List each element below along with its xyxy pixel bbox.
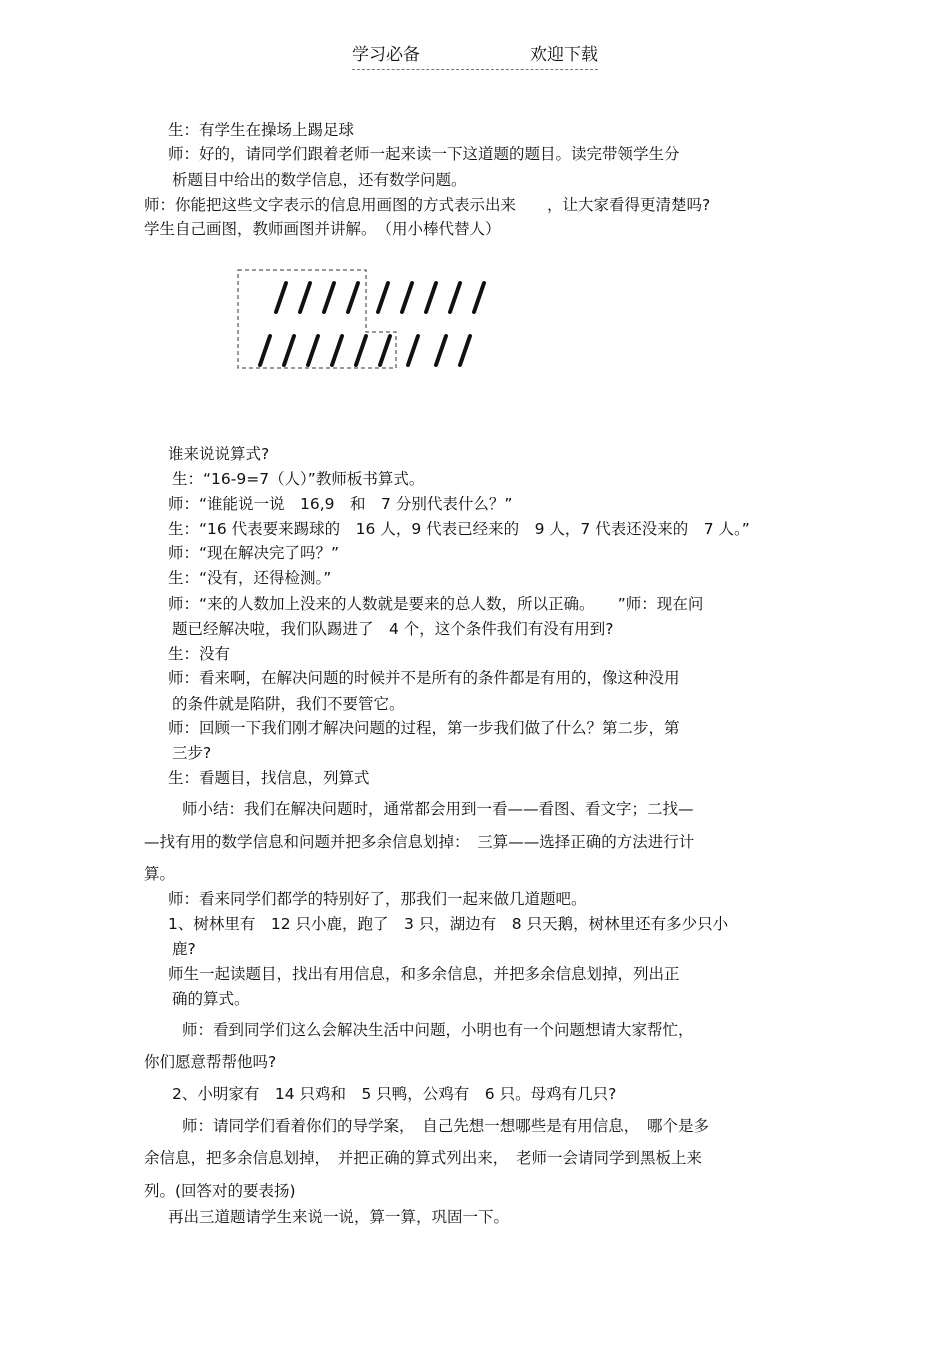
text-line: 师：“现在解决完了吗？” — [168, 544, 340, 562]
text-line: 师：好的，请同学们跟着老师一起来读一下这道题的题目。读完带领学生分 — [168, 145, 680, 163]
stick-figure-diagram — [236, 268, 496, 378]
text-line: 谁来说说算式? — [168, 445, 270, 463]
text-line: 1、树林里有 12 只小鹿，跑了 3 只，湖边有 8 只天鹅，树林里还有多少只小 — [168, 915, 729, 933]
text-line: 师小结：我们在解决问题时，通常都会用到一看——看图、看文字；二找— — [182, 800, 694, 818]
text-line: 生：没有 — [168, 645, 231, 663]
header-right: 欢迎下载 — [530, 45, 598, 65]
text-line: 师：“来的人数加上没来的人数就是要来的总人数，所以正确。 ”师：现在问 — [168, 595, 704, 613]
text-line: 师：看到同学们这么会解决生活中问题，小明也有一个问题想请大家帮忙， — [182, 1021, 694, 1039]
text-line: 确的算式。 — [172, 990, 250, 1008]
text-line: 生：看题目，找信息，列算式 — [168, 769, 370, 787]
text-line: —找有用的数学信息和问题并把多余信息划掉： 三算——选择正确的方法进行计 — [144, 833, 695, 851]
text-line: 生：“16 代表要来踢球的 16 人，9 代表已经来的 9 人，7 代表还没来的 7 人。” — [168, 520, 750, 538]
text-line: 师：回顾一下我们刚才解决问题的过程，第一步我们做了什么？第二步，第 — [168, 719, 680, 737]
text-line: 师：看来同学们都学的特别好了，那我们一起来做几道题吧。 — [168, 890, 587, 908]
text-line: 学生自己画图，教师画图并讲解。 （用小棒代替人） — [144, 220, 501, 238]
text-line: 师生一起读题目，找出有用信息，和多余信息，并把多余信息划掉，列出正 — [168, 965, 680, 983]
text-line: 三步? — [172, 744, 212, 762]
text-line: 师：请同学们看着你们的导学案， 自己先想一想哪些是有用信息， 哪个是多 — [182, 1117, 710, 1135]
text-line: 生：“16-9=7（人）”教师板书算式。 — [172, 470, 425, 488]
dashed-group-outline — [238, 270, 396, 368]
text-line: 2、小明家有 14 只鸡和 5 只鸭，公鸡有 6 只。母鸡有几只? — [172, 1085, 617, 1103]
text-line: 生：有学生在操场上踢足球 — [168, 121, 355, 139]
text-line: 师：你能把这些文字表示的信息用画图的方式表示出来 ，让大家看得更清楚吗? — [144, 196, 711, 214]
bottom-row-sticks — [260, 336, 470, 365]
text-line: 算。 — [144, 865, 176, 883]
text-line: 鹿? — [172, 940, 196, 958]
text-line: 生：“没有，还得检测。” — [168, 569, 332, 587]
text-line: 析题目中给出的数学信息，还有数学问题。 — [172, 171, 467, 189]
text-line: 的条件就是陷阱，我们不要管它。 — [172, 695, 405, 713]
text-line: 余信息，把多余信息划掉， 并把正确的算式列出来， 老师一会请同学到黑板上来 — [144, 1149, 703, 1167]
top-row-sticks — [276, 283, 484, 312]
text-line: 再出三道题请学生来说一说，算一算，巩固一下。 — [168, 1208, 510, 1226]
text-line: 列。(回答对的要表扬) — [144, 1182, 296, 1200]
header-left: 学习必备 — [352, 45, 420, 65]
text-line: 师：看来啊，在解决问题的时候并不是所有的条件都是有用的，像这种没用 — [168, 669, 680, 687]
page-header — [352, 40, 598, 70]
text-line: 你们愿意帮帮他吗? — [144, 1053, 277, 1071]
text-line: 师：“谁能说一说 16,9 和 7 分别代表什么？” — [168, 495, 513, 513]
text-line: 题已经解决啦，我们队踢进了 4 个，这个条件我们有没有用到? — [172, 620, 614, 638]
